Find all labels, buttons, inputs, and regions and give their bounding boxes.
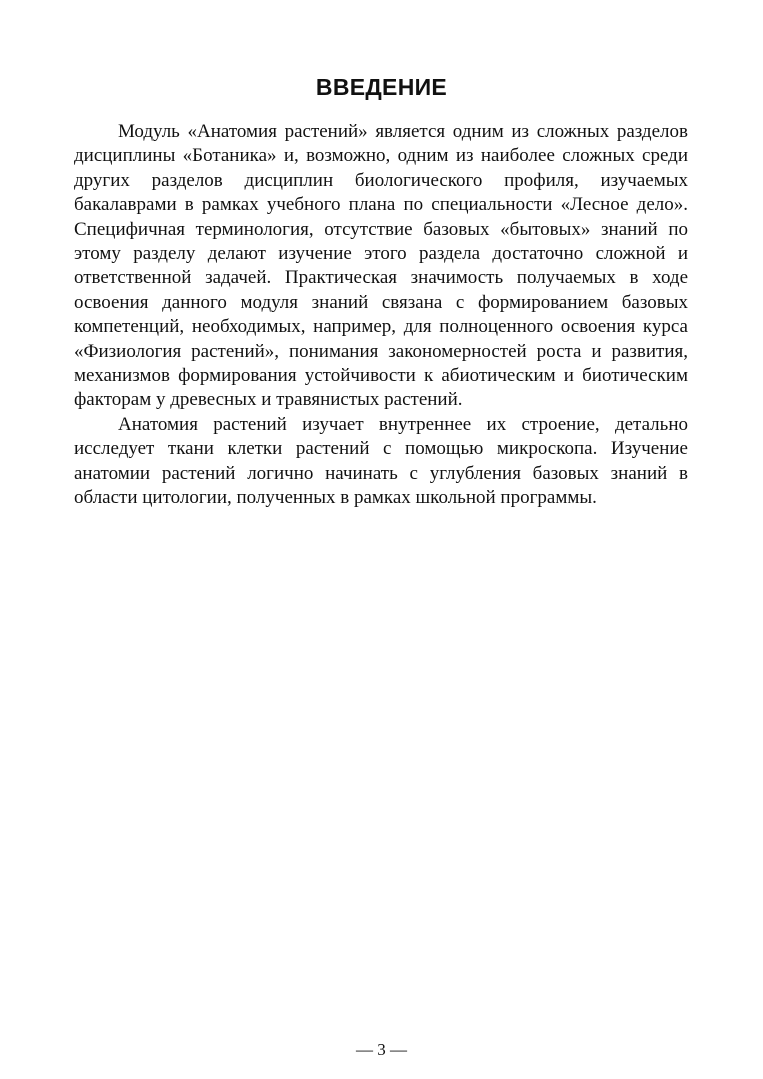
- paragraph: Анатомия растений изучает внутреннее их строение, детально исследует ткани клетки растений с помощью микроскопа. Изучение анатомии растений логично начинать с углубления базовых знаний в области цитологии, полученных в рамках школьной программы.: [74, 413, 688, 509]
- page-number: — 3 —: [356, 1040, 407, 1059]
- page-title: ВВЕДЕНИЕ: [315, 74, 448, 100]
- body-text: [74, 120, 688, 511]
- paragraph: Модуль «Анатомия растений» является одним из сложных разделов дисциплины «Ботаника» и, возможно, одним из наиболее сложных среди других разделов дисциплин биологического профиля, изучаемых бакалаврами в рамках учебного плана по специальности «Лесное дело». Специфичная терминология, отсутствие базовых «бытовых» знаний по этому разделу делают изучение этого раздела достаточно сложной и ответственной задачей. Практическая значимость получаемых в ходе освоения данного модуля знаний связана с формированием базовых компетенций, необходимых, например, для полноценного освоения курса «Физиология растений», понимания закономерностей роста и развития, механизмов формирования устойчивости к абиотическим и биотическим факторам у древесных и травянистых растений.: [74, 121, 688, 411]
